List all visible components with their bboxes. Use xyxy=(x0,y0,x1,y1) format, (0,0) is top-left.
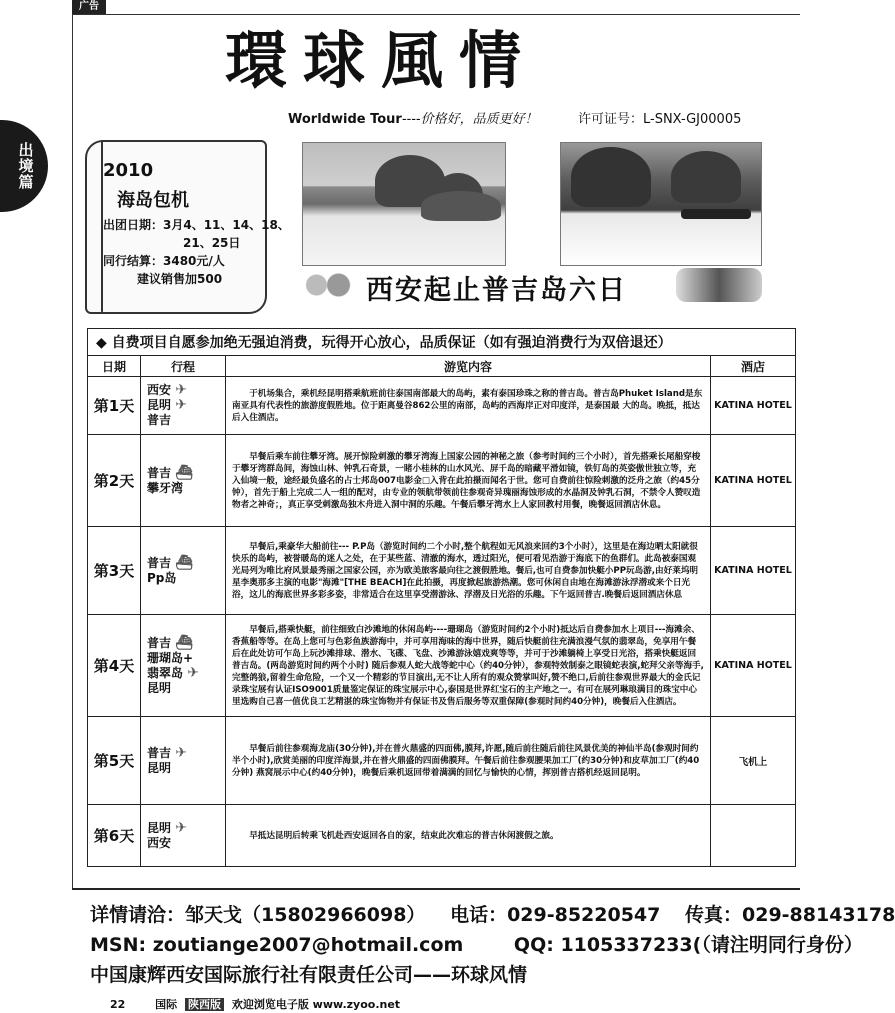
contact-line-2 xyxy=(90,930,863,957)
edition-tag: 陕西版 xyxy=(185,998,224,1011)
day-label: 第5天 xyxy=(88,717,141,805)
plane-icon: ✈ xyxy=(175,819,187,836)
bay-photo xyxy=(560,142,762,266)
day-description: 于机场集合，乘机经昆明搭乘航班前往泰国南部最大的岛屿，素有泰国珍珠之称的普吉岛。普吉岛Phuket Island是东南亚具有代表性的旅游度假胜地。位于距离曼谷862公里的南部，岛屿的西海岸正对印度洋，是泰国最 大的岛。晚抵，抵达后入住酒店。 xyxy=(226,377,711,435)
col-header-hotel: 酒店 xyxy=(711,356,796,377)
day-hotel: KATINA HOTEL xyxy=(711,377,796,435)
beach-photo xyxy=(302,142,506,266)
table-row xyxy=(88,717,796,805)
day-hotel xyxy=(711,805,796,867)
shell-decoration xyxy=(300,270,355,300)
col-header-content: 游览内容 xyxy=(226,356,711,377)
section-tab xyxy=(0,120,48,212)
route-title: 西安起止普吉岛六日 xyxy=(366,275,627,306)
city: 昆明 xyxy=(147,760,172,775)
contact-phone: 电话：029-85220547 xyxy=(450,904,661,926)
contact-person: 详情请洽：邹天戈（15802966098） xyxy=(90,904,426,926)
city: 普吉 xyxy=(147,555,172,570)
day-label: 第1天 xyxy=(88,377,141,435)
city: 昆明 xyxy=(147,398,172,412)
departure-dates: 出团日期：3月4、11、14、18、 xyxy=(103,218,290,232)
day-label: 第3天 xyxy=(88,527,141,615)
day-cities xyxy=(141,435,226,527)
day-description: 早餐后,乘豪华大船前往--- P.P岛（游览时间约二个小时,整个航程如无风浪来回约3个小时），这里是在海边晒太阳就很快乐的岛屿，被誉暖岛的迷人之处，在于某些蓝、清澈的海水，透过阳光，便可看见浩游于海底下的鱼群们。此岛被泰国观光局列为唯比府风景最秀丽之国家公园，亦为欧美旅客最向往之渡假胜地。餐后,也可自费参加快艇小PP玩岛游,由好莱坞明星李奥那多主演的电影"海滩"[THE BEACH]在此拍摄，再度掀起旅游热潮。您可休闲自由地在海滩游泳浮潜或来个日光浴，这儿的海底世界多彩多姿，非常适合在这里享受潜游泳、浮潜及日光浴的乐趣。下午返回普吉.晚餐后返回酒店休息 xyxy=(226,527,711,615)
promo-scroll xyxy=(85,140,290,314)
table-row xyxy=(88,527,796,615)
frame-divider xyxy=(72,14,800,15)
city: 翡翠岛 xyxy=(147,665,184,680)
promo-title: 海岛包机 xyxy=(117,190,189,211)
table-row xyxy=(88,435,796,527)
day-cities xyxy=(141,805,226,867)
table-header-row xyxy=(88,356,796,377)
frame-divider xyxy=(72,14,73,889)
col-header-route: 行程 xyxy=(141,356,226,377)
city: 西安 xyxy=(147,835,172,850)
license-number: 许可证号：L-SNX-GJ00005 xyxy=(578,112,742,127)
contact-qq: QQ: 1105337233(（请注明同行身份） xyxy=(513,934,863,956)
day-hotel: KATINA HOTEL xyxy=(711,615,796,717)
subtitle-en: Worldwide Tour xyxy=(288,112,402,127)
boat-icon: ⛴ xyxy=(175,464,193,481)
company-name: 中国康辉西安国际旅行社有限责任公司——环球风情 xyxy=(90,964,528,986)
day-cities xyxy=(141,527,226,615)
city: 珊瑚岛+ xyxy=(147,650,194,665)
contact-fax: 传真：029-88143178 xyxy=(685,904,895,926)
day-description: 早抵达昆明后转乘飞机赴西安返回各自的家，结束此次难忘的普吉休闲渡假之旅。 xyxy=(226,805,711,867)
table-row xyxy=(88,615,796,717)
table-row xyxy=(88,805,796,867)
notice-banner: ◆ 自费项目自愿参加绝无强迫消费，玩得开心放心，品质保证（如有强迫消费行为双倍退还） xyxy=(88,329,796,356)
plane-icon: ✈ xyxy=(187,664,199,681)
city: 西安 xyxy=(147,383,172,397)
col-header-date: 日期 xyxy=(88,356,141,377)
page-footer xyxy=(110,996,400,1012)
day-description: 早餐后,搭乘快艇，前往细致白沙滩地的休闲岛屿----珊瑚岛（游览时间约2个小时)抵达后自费参加水上项目---海滩余、香蕉船等等。在岛上您可与色彩鱼族游海中，并可享用海味的海中世界，随后快艇前往充满浪漫气氛的翡翠岛，免享用午餐后在此处访可乍岛上玩沙滩排球、潜水、飞碟、飞盘、沙滩游泳嬉戏爽等等，并可于沙滩躺椅上享受日光浴，搭乘快艇返回普吉岛。(两岛游览时间约两个小时) 随后参观人蛇大战等蛇中心（约40分钟），参观特效制泰之眼镜蛇表演,蛇拜父亲等海手,完整鸽狼,留着生命危险，一个又一个精彩的节目演出,无不让人所有的观众赞掌叫好,赞不绝口,后前往参观世界最大的金氏记录珠宝展有认证ISO9001质量鉴定保证的珠宝展示中心,泰国是世界红宝石的主产地之一。有可在展列琳琅满目的珠宝中心里选购自己喜一值优良工艺精湛的珠宝饰物并有保证书及售后服务等双重保障(参观时间约40分钟)，晚餐后入住酒店。 xyxy=(226,615,711,717)
ad-label: 广告 xyxy=(72,0,106,14)
section-tab-char: 篇 xyxy=(18,173,34,191)
contact-msn: MSN: zoutiange2007@hotmail.com xyxy=(90,934,464,956)
section-tab-char: 境 xyxy=(18,157,34,175)
plane-icon: ✈ xyxy=(175,382,187,398)
plane-icon: ✈ xyxy=(175,397,187,413)
plane-icon: ✈ xyxy=(175,744,187,761)
subtitle-cn: ----价格好，品质更好！ xyxy=(401,112,538,127)
trade-price: 同行结算：3480元/人 xyxy=(103,254,225,268)
city: Pp岛 xyxy=(147,570,177,585)
itinerary-table xyxy=(87,328,796,867)
divider xyxy=(72,888,800,890)
day-cities xyxy=(141,377,226,435)
suggested-price: 建议销售加500 xyxy=(137,272,223,286)
departure-dates-cont: 21、25日 xyxy=(183,236,241,250)
page-number: 22 xyxy=(110,998,126,1011)
shell-decoration xyxy=(676,268,762,302)
day-label: 第4天 xyxy=(88,615,141,717)
contact-line-1 xyxy=(90,900,895,927)
city: 普吉 xyxy=(147,635,172,650)
day-cities xyxy=(141,717,226,805)
day-label: 第2天 xyxy=(88,435,141,527)
city: 昆明 xyxy=(147,820,172,835)
footer-section: 国际 xyxy=(155,998,178,1011)
city: 普吉 xyxy=(147,465,172,480)
boat-icon: ⛴ xyxy=(175,634,193,651)
promo-year: 2010 xyxy=(103,160,154,181)
city: 普吉 xyxy=(147,745,172,760)
city: 昆明 xyxy=(147,680,172,695)
section-tab-char: 出 xyxy=(18,141,34,159)
day-description: 早餐后前往参观海龙庙(30分钟),并在普火鼎盛的四面佛,膜拜,许愿,随后前往随后前往风景优美的神仙半岛(参观时间约半个小时),欣赏美丽的印度洋海景,并在普火鼎盛的四面佛膜拜。午餐后前往参观腰果加工厂(约30分钟)和皮草加工厂(约40分钟) 燕窝展示中心(约40分钟)，晚餐后乘机返回带着满满的回忆与愉快的心情，挥别普吉搭机经返回昆明。 xyxy=(226,717,711,805)
brand-title: 環球風情 xyxy=(225,24,538,97)
table-row xyxy=(88,377,796,435)
day-description: 早餐后乘车前往攀牙湾。展开惊险刺激的攀牙湾海上国家公园的神秘之旅（参考时间约三个小时），首先搭乘长尾船穿梭于攀牙湾群岛间，海蚀山林、钟乳石奇景，一睹小桂林的山水风光、屏千岛的暗藏平滑如镜，铁钉岛的英姿傲世独立等，充入仙境一般，途经最负盛名的占士邦岛007电影金□入背在此拍摄而闻名于世。您可自费前往惊险刺激的泛舟之旅（约45分钟），首先于船上完成二人一组的配对，由专业的领航带领前往参观奇异瑰丽海蚀形成的水晶洞及钟乳石洞，不禁令人赞叹造物者之神奇；，真正享受刺激岛独木舟进入洞中洞的乐趣。午餐后攀牙湾水上人家回教村用餐，晚餐返回酒店休息。 xyxy=(226,435,711,527)
day-label: 第6天 xyxy=(88,805,141,867)
day-cities xyxy=(141,615,226,717)
subtitle xyxy=(288,108,538,127)
boat-icon: ⛴ xyxy=(175,554,193,571)
city: 普吉 xyxy=(147,413,172,427)
footer-slogan: 欢迎浏览电子版 www.zyoo.net xyxy=(231,998,401,1011)
day-hotel: 飞机上 xyxy=(711,717,796,805)
city: 攀牙湾 xyxy=(147,480,184,495)
day-hotel: KATINA HOTEL xyxy=(711,435,796,527)
day-hotel: KATINA HOTEL xyxy=(711,527,796,615)
